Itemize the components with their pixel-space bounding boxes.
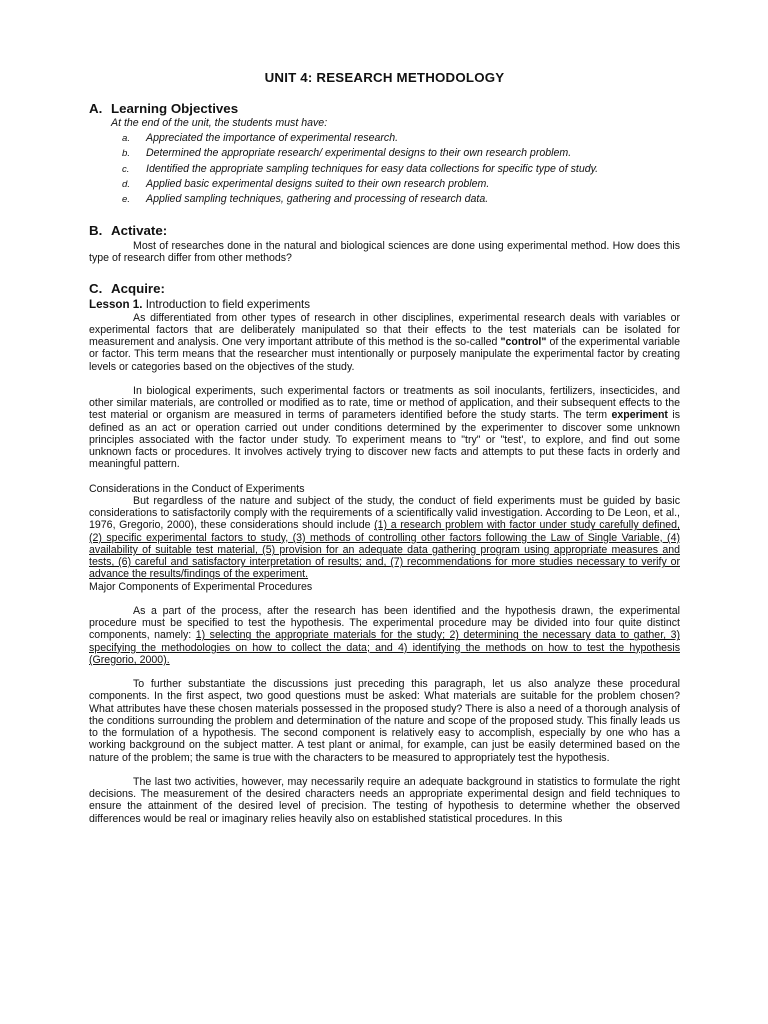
paragraph-2-text-cont: is defined as an act or operation carried out under conditions determined by the experimenter to discover some unknown principles associated with the factor under study. To experiment means to "try" or "test', to explore, and find out some unknown facts or procedures. It involves actively trying to discover new facts and attempts to put these facts in orderly and meaningful pattern.: [89, 409, 681, 471]
paragraph-3-text: But regardless of the nature and subject of the study, the conduct of field experiments must be guided by basic considerations to satisfactorily comply with the requirements of a scientifically valid investigation. According to De Leon, et al., 1976, Gregorio, 2000), these considerations should include: [89, 494, 680, 532]
objective-item: [122, 162, 680, 177]
objective-item: [122, 192, 680, 207]
section-b-title: Activate:: [111, 223, 168, 239]
paragraph-3: [89, 495, 680, 581]
objective-item: [122, 177, 680, 192]
paragraph-2: [89, 385, 680, 471]
paragraph-6: The last two activities, however, may necessarily require an adequate background in statistics to formulate the right decisions. The measurement of the desired characters needs an appropriate experimental design and field techniques to ensure the attainment of the desired level of precision. The testing of hypothesis to determine whether the observed differences would be real or imaginary relies heavily also on established statistical procedures. In this: [89, 775, 680, 825]
considerations-heading: Considerations in the Conduct of Experiments: [89, 482, 305, 495]
section-a-heading: [89, 101, 680, 116]
objective-letter: b.: [122, 148, 131, 160]
lesson-title: Introduction to field experiments: [142, 297, 311, 311]
section-b-heading: [89, 223, 680, 238]
lesson-heading: [89, 298, 680, 311]
paragraph-4-text: As a part of the process, after the research has been identified and the hypothesis drawn, the experimental procedure must be specified to test the hypothesis. The experimental procedure may be divided into four quite distinct components, namely:: [89, 604, 680, 642]
objective-letter: a.: [122, 133, 131, 145]
components-list-underlined: 1) selecting the appropriate materials for the study; 2) determining the necessary data to gather, 3) specifying the methodologies on how to collect the data; and 4) identifying the methods on how to test the hypothesis (Gregorio, 2000).: [89, 629, 680, 666]
objective-item: [122, 131, 680, 146]
objective-letter: e.: [122, 194, 131, 206]
paragraph-1: [89, 312, 680, 373]
section-a-letter: A.: [89, 101, 103, 116]
considerations-list-underlined: (1) a research problem with factor under study carefully defined, (2) specific experimental factors to study, (3) methods of controlling other factors following the Law of Single Variable, (4) availability of suitable test material, (5) provision for an adequate data gathering program using appropriate measures and tests, (6) careful and satisfactory interpretation of results; and, (7) recommendations for more studies necessary to verify or advance the results/findings of the experiment.: [89, 519, 680, 581]
unit-title: UNIT 4: RESEARCH METHODOLOGY: [264, 70, 505, 85]
objective-text: Appreciated the importance of experimental research.: [146, 132, 399, 145]
section-c-heading: [89, 281, 680, 296]
paragraph-1-text: As differentiated from other types of research in other disciplines, experimental research deals with variables or experimental factors that are deliberately manipulated so that their effects to the test materials can be isolated for measurement and analysis. One very important attribute of this method is the so-called: [89, 311, 680, 349]
section-c-title: Acquire:: [111, 280, 165, 296]
objective-item: [122, 146, 680, 161]
lesson-label: Lesson 1.: [89, 297, 143, 311]
paragraph-4: [89, 605, 680, 666]
paragraph-2-text: In biological experiments, such experimental factors or treatments as soil inoculants, fertilizers, insecticides, and other similar materials, are controlled or modified as to rate, time or method of application, and their subsequent effects to the test material or organism are measured in terms of parameters identified before the study starts. The term: [89, 384, 680, 422]
activate-paragraph: Most of researches done in the natural and biological sciences are done using experimental method. How does this type of research differ from other methods?: [89, 240, 680, 265]
paragraph-5: To further substantiate the discussions just preceding this paragraph, let us also analyze these procedural components. In the first aspect, two good questions must be asked: What materials are suitable for the problem chosen? What attributes have these chosen materials possessed in the proposed study? There is also a need of a thorough analysis of the conditions surrounding the problem and determination of the nature and scope of the proposed study. This finally leads us to the formulation of a hypothesis. The second component is relatively easy to accomplish, especially by one who has a working background on the subject matter. A test plant or animal, for example, can just be easily determined based on the nature of the problem; the same is true with the characters to be measured to appropriately test the hypothesis.: [89, 678, 680, 764]
major-components-heading: Major Components of Experimental Procedures: [89, 580, 313, 593]
objective-text: Applied sampling techniques, gathering and processing of research data.: [146, 193, 489, 206]
section-c-letter: C.: [89, 280, 103, 296]
paragraph-1-text-cont: of the experimental variable or factor. This term means that the researcher must intentionally or purposely manipulate the experimental factor by creating levels or categories based on the objectives of the study.: [89, 336, 680, 373]
experiment-term: experiment: [611, 409, 668, 422]
objective-letter: d.: [122, 178, 131, 190]
objectives-intro: At the end of the unit, the students must have:: [111, 117, 328, 129]
objective-text: Applied basic experimental designs suited to their own research problem.: [146, 177, 490, 190]
objectives-list: [89, 131, 680, 207]
objective-text: Identified the appropriate sampling techniques for easy data collections for specific type of study.: [146, 162, 599, 175]
objective-letter: c.: [122, 163, 130, 175]
section-a-title: Learning Objectives: [111, 101, 239, 116]
control-term: "control": [500, 336, 547, 349]
objective-text: Determined the appropriate research/ experimental designs to their own research problem.: [146, 147, 572, 160]
section-b-letter: B.: [89, 223, 103, 239]
